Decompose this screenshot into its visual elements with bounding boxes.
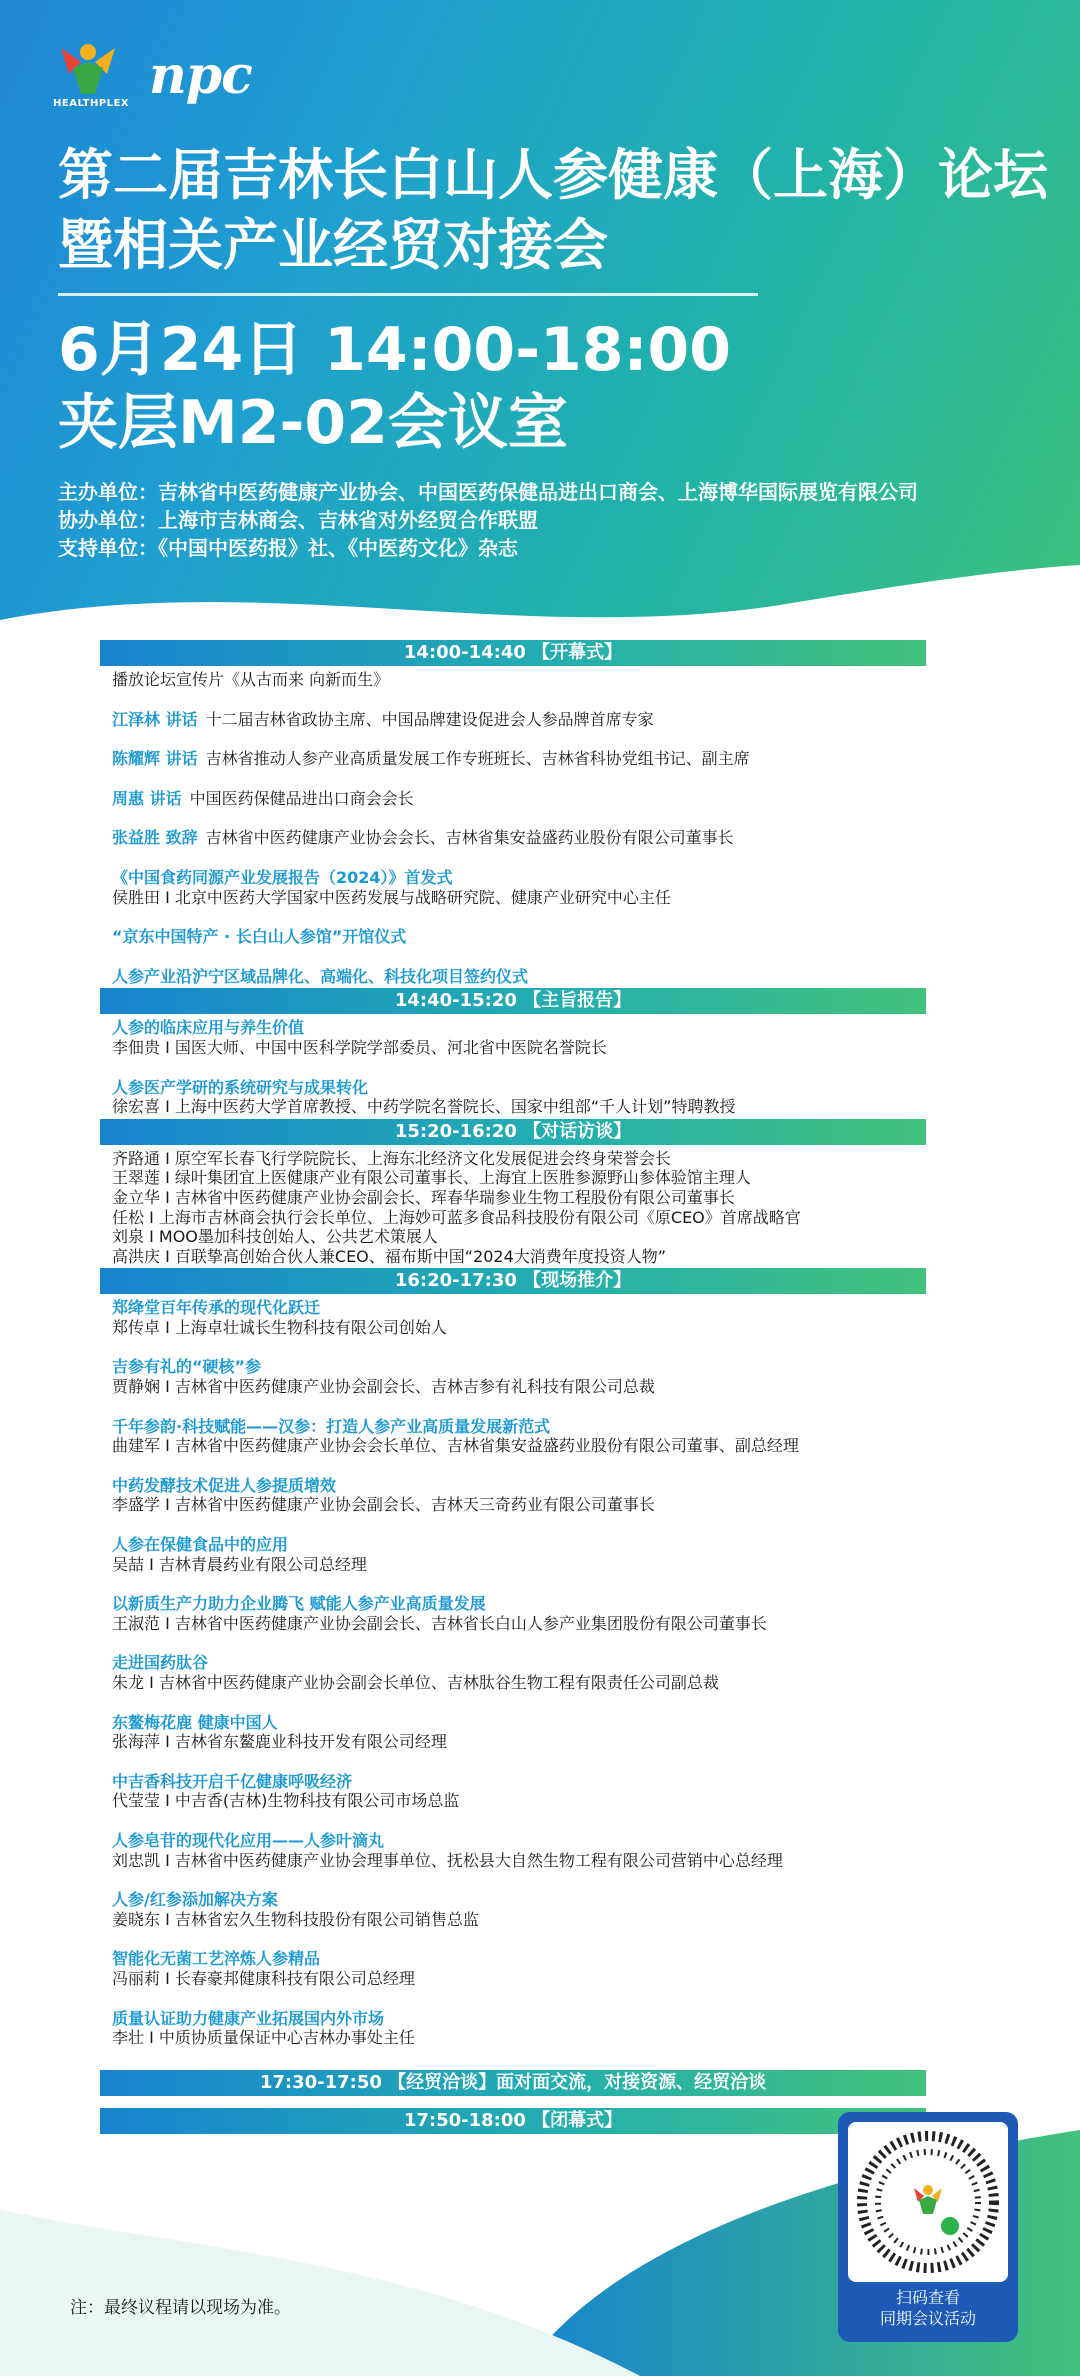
- agenda-text: 刘泉 I MOO墨加科技创始人、公共艺术策展人: [112, 1227, 438, 1247]
- healthplex-label: HEALTHPLEX: [53, 98, 130, 109]
- agenda-text: 中国医药保健品进出口商会会长: [189, 788, 414, 808]
- agenda-line: [112, 1653, 926, 1673]
- agenda-highlight: 吉参有礼的“硬核”参: [112, 1357, 262, 1377]
- agenda-line: [112, 1097, 926, 1117]
- agenda-highlight: 东鳌梅花鹿 健康中国人: [112, 1712, 278, 1732]
- agenda: [100, 640, 926, 2134]
- agenda-text: 李盛学 I 吉林省中医药健康产业协会副会长、吉林天三奇药业有限公司董事长: [112, 1495, 655, 1515]
- agenda-highlight: 《中国食药同源产业发展报告（2024）》首发式: [112, 867, 453, 887]
- agenda-text: 高洪庆 I 百联挚高创始合伙人兼CEO、福布斯中国“2024大消费年度投资人物”: [112, 1246, 667, 1266]
- agenda-line: [112, 1949, 926, 1969]
- agenda-text: 吴喆 I 吉林青晨药业有限公司总经理: [112, 1554, 367, 1574]
- agenda-highlight: 智能化无菌工艺淬炼人参精品: [112, 1949, 321, 1969]
- agenda-line: [112, 1772, 926, 1792]
- agenda-text: 王翠莲 I 绿叶集团宜上医健康产业有限公司董事长、上海宜上医胜参源野山参体验馆主理人: [112, 1168, 751, 1188]
- agenda-text: 李壮 I 中质协质量保证中心吉林办事处主任: [112, 2028, 415, 2048]
- logo-row: [55, 40, 252, 110]
- agenda-line: [112, 1318, 926, 1338]
- host-units: 主办单位：吉林省中医药健康产业协会、中国医药保健品进出口商会、上海博华国际展览有限公司: [58, 480, 918, 504]
- agenda-text: 吉林省推动人参产业高质量发展工作专班班长、吉林省科协党组书记、副主席: [205, 749, 750, 769]
- agenda-line: [112, 1831, 926, 1851]
- agenda-line: [112, 1791, 926, 1811]
- agenda-text: 侯胜田 I 北京中医药大学国家中医药发展与战略研究院、健康产业研究中心主任: [112, 887, 671, 907]
- agenda-highlight: 周惠 讲话: [112, 788, 182, 808]
- session-items: [100, 1294, 926, 2049]
- support-units: 支持单位：《中国中医药报》社、《中医药文化》杂志: [58, 536, 518, 560]
- agenda-line: [112, 1673, 926, 1693]
- event-date: 6月24日 14:00-18:00: [58, 315, 732, 385]
- agenda-line: [112, 1436, 926, 1456]
- agenda-text: 刘忠凯 I 吉林省中医药健康产业协会理事单位、抚松县大自然生物工程有限公司营销中心总经理: [112, 1850, 783, 1870]
- agenda-line: [112, 1377, 926, 1397]
- qr-caption-line-2: 同期会议活动: [879, 2309, 976, 2328]
- agenda-highlight: 走进国药肽谷: [112, 1653, 209, 1673]
- healthplex-logo: [53, 40, 130, 110]
- agenda-line: [112, 1732, 926, 1752]
- agenda-text: 金立华 I 吉林省中医药健康产业协会副会长、珲春华瑞参业生物工程股份有限公司董事长: [112, 1187, 735, 1207]
- agenda-highlight: 张益胜 致辞: [112, 828, 198, 848]
- agenda-highlight: 千年参韵·科技赋能——汉参：打造人参产业高质量发展新范式: [112, 1416, 551, 1436]
- agenda-line: [112, 1969, 926, 1989]
- agenda-line: [112, 789, 926, 809]
- organizers: [58, 478, 1058, 562]
- agenda-highlight: 郑绛堂百年传承的现代化跃迁: [112, 1298, 321, 1318]
- agenda-line: [112, 1910, 926, 1930]
- healthplex-mark-icon: [55, 40, 121, 98]
- agenda-highlight: 人参产业沿沪宁区域品牌化、高端化、科技化项目签约仪式: [112, 966, 529, 986]
- agenda-text: 张海萍 I 吉林省东鳌鹿业科技开发有限公司经理: [112, 1732, 447, 1752]
- session-time-bar: 15:20-16:20 【对话访谈】: [100, 1119, 926, 1145]
- agenda-highlight: 质量认证助力健康产业拓展国内外市场: [112, 2008, 385, 2028]
- footer-note: 注：最终议程请以现场为准。: [70, 2298, 291, 2318]
- agenda-line: [112, 927, 926, 947]
- agenda-highlight: “京东中国特产 · 长白山人参馆”开馆仪式: [112, 927, 407, 947]
- session-items: [100, 1145, 926, 1269]
- agenda-text: 姜晓东 I 吉林省宏久生物科技股份有限公司销售总监: [112, 1909, 479, 1929]
- co-units: 协办单位：上海市吉林商会、吉林省对外经贸合作联盟: [58, 508, 538, 532]
- agenda-text: 齐路通 I 原空军长春飞行学院院长、上海东北经济文化发展促进会终身荣誉会长: [112, 1148, 671, 1168]
- agenda-line: [112, 2028, 926, 2048]
- agenda-highlight: 人参皂苷的现代化应用——人参叶滴丸: [112, 1830, 385, 1850]
- qr-caption: [838, 2287, 1018, 2329]
- session-items: [100, 1014, 926, 1118]
- agenda-highlight: 人参在保健食品中的应用: [112, 1535, 289, 1555]
- agenda-highlight: 人参医产学研的系统研究与成果转化: [112, 1077, 369, 1097]
- agenda-line: [112, 1614, 926, 1634]
- agenda-highlight: 江泽林 讲话: [112, 709, 198, 729]
- agenda-highlight: 中吉香科技开启千亿健康呼吸经济: [112, 1771, 353, 1791]
- agenda-text: 十二届吉林省政协主席、中国品牌建设促进会人参品牌首席专家: [205, 709, 654, 729]
- agenda-highlight: 陈耀辉 讲话: [112, 749, 198, 769]
- agenda-line: [112, 1227, 926, 1247]
- agenda-line: [112, 1890, 926, 1910]
- agenda-text: 吉林省中医药健康产业协会会长、吉林省集安益盛药业股份有限公司董事长: [205, 828, 734, 848]
- agenda-highlight: 以新质生产力助力企业腾飞 赋能人参产业高质量发展: [112, 1594, 486, 1614]
- qr-card[interactable]: [838, 2112, 1018, 2342]
- agenda-line: [112, 1417, 926, 1437]
- session-time-bar: 17:30-17:50 【经贸洽谈】面对面交流，对接资源、经贸洽谈: [100, 2070, 926, 2096]
- agenda-line: [112, 710, 926, 730]
- agenda-line: [112, 1555, 926, 1575]
- agenda-line: [112, 1078, 926, 1098]
- agenda-line: [112, 967, 926, 987]
- agenda-line: [112, 888, 926, 908]
- page-title: [58, 140, 1048, 280]
- agenda-line: [112, 828, 926, 848]
- agenda-line: [112, 1149, 926, 1169]
- agenda-line: [112, 1357, 926, 1377]
- session-time-bar: 16:20-17:30 【现场推介】: [100, 1268, 926, 1294]
- agenda-line: [112, 1535, 926, 1555]
- qr-caption-line-1: 扫码查看: [895, 2288, 960, 2307]
- agenda-line: [112, 2009, 926, 2029]
- agenda-line: [112, 1851, 926, 1871]
- agenda-text: 贾静娴 I 吉林省中医药健康产业协会副会长、吉林吉参有礼科技有限公司总裁: [112, 1377, 655, 1397]
- agenda-highlight: 人参的临床应用与养生价值: [112, 1018, 305, 1038]
- agenda-line: [112, 1713, 926, 1733]
- agenda-line: [112, 1168, 926, 1188]
- title-line-2: 暨相关产业经贸对接会: [58, 213, 609, 277]
- session-time-bar: 14:40-15:20 【主旨报告】: [100, 988, 926, 1014]
- agenda-text: 代莹莹 I 中吉香(吉林)生物科技有限公司市场总监: [112, 1791, 460, 1811]
- agenda-text: 冯丽莉 I 长春豪邦健康科技有限公司总经理: [112, 1968, 415, 1988]
- agenda-text: 李佃贵 I 国医大师、中国中医科学院学部委员、河北省中医院名誉院长: [112, 1037, 607, 1057]
- agenda-line: [112, 1495, 926, 1515]
- qr-code[interactable]: [848, 2122, 1008, 2282]
- agenda-text: 王淑范 I 吉林省中医药健康产业协会副会长、吉林省长白山人参产业集团股份有限公司董事长: [112, 1613, 767, 1633]
- agenda-line: [112, 1594, 926, 1614]
- event-venue: 夹层M2-02会议室: [58, 388, 568, 458]
- session-items: [100, 666, 926, 988]
- agenda-line: [112, 868, 926, 888]
- agenda-line: [112, 670, 926, 690]
- agenda-text: 曲建军 I 吉林省中医药健康产业协会会长单位、吉林省集安益盛药业股份有限公司董事、副总经理: [112, 1436, 799, 1456]
- agenda-line: [112, 1188, 926, 1208]
- agenda-highlight: 中药发酵技术促进人参提质增效: [112, 1475, 337, 1495]
- agenda-text: 徐宏喜 I 上海中医药大学首席教授、中药学院名誉院长、国家中组部“千人计划”特聘教授: [112, 1097, 736, 1117]
- agenda-line: [112, 1038, 926, 1058]
- agenda-line: [112, 1247, 926, 1267]
- qr-code-icon: [848, 2122, 1008, 2282]
- agenda-text: 郑传卓 I 上海卓壮诚长生物科技有限公司创始人: [112, 1317, 447, 1337]
- agenda-text: 任松 I 上海市吉林商会执行会长单位、上海妙可蓝多食品科技股份有限公司《原CEO》首席战略官: [112, 1207, 801, 1227]
- agenda-line: [112, 1018, 926, 1038]
- title-divider: [58, 293, 758, 296]
- agenda-text: 播放论坛宣传片《从古而来 向新而生》: [112, 670, 390, 689]
- agenda-line: [112, 1208, 926, 1228]
- agenda-highlight: 人参/红参添加解决方案: [112, 1890, 278, 1910]
- npc-logo: npc: [149, 44, 252, 106]
- agenda-line: [112, 1298, 926, 1318]
- session-time-bar: 14:00-14:40 【开幕式】: [100, 640, 926, 666]
- session-time-bar: 17:50-18:00 【闭幕式】: [100, 2108, 926, 2134]
- title-line-1: 第二届吉林长白山人参健康（上海）论坛: [58, 143, 1049, 207]
- agenda-line: [112, 1476, 926, 1496]
- agenda-text: 朱龙 I 吉林省中医药健康产业协会副会长单位、吉林肽谷生物工程有限责任公司副总裁: [112, 1673, 719, 1692]
- agenda-line: [112, 749, 926, 769]
